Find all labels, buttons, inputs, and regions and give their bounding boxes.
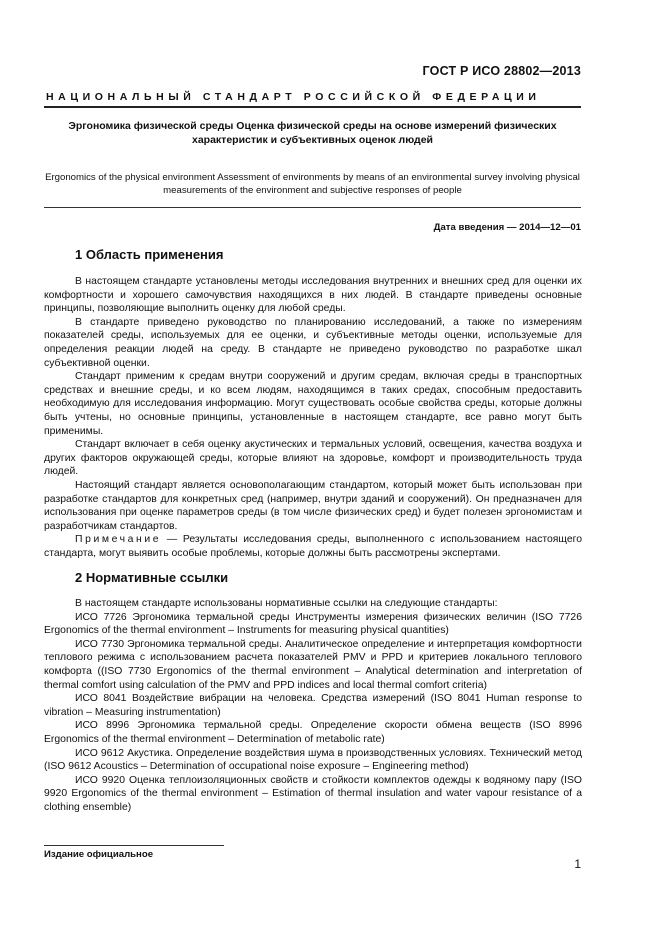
note-label: Примечание [75, 534, 162, 546]
section-2-heading: 2 Нормативные ссылки [75, 570, 229, 585]
reference-item: ИСО 9612 Акустика. Определение воздействия шума в производственных условиях. Технический метод (ISO 9612 Acoustics – Determination of occupational noise exposure – Engineering method) [44, 747, 582, 773]
reference-item: ИСО 7726 Эргономика термальной среды Инструменты измерения физических величин (ISO 7726 Ergonomics of the thermal environment – Instruments for measuring physical quantities) [44, 611, 582, 637]
introduction-date: Дата введения — 2014—12—01 [433, 222, 581, 233]
reference-item: ИСО 9920 Оценка теплоизоляционных свойств и стойкости комплектов одежды к водяному пару (ISO 9920 Ergonomics of the thermal environment – Estimation of thermal insulation and water vapour resistance of a clothing ensemble) [44, 774, 582, 813]
paragraph: В стандарте приведено руководство по планированию исследований, а также по измерениям показателей среды, используемых для ее оценки, и субъективные методы оценки, используемые для определения реакции людей на среду. В стандарте не приведено руководство по разработке шкал субъективной оценки. [44, 316, 582, 369]
title-divider [44, 207, 581, 208]
standard-code: ГОСТ Р ИСО 28802—2013 [422, 64, 581, 78]
header-divider [44, 106, 581, 108]
reference-item: ИСО 7730 Эргономика термальной среды. Аналитическое определение и интерпретация комфортности теплового режима с использованием расчета показателей PMV и PPD и критериев локального теплового комфорта ((ISO 7730 Ergonomics of the thermal environment – Analytical determination and interpretation of thermal comfort using calculation of the PMV and PPD indices and local thermal comfort criteria) [44, 638, 582, 691]
note-paragraph [44, 533, 582, 560]
reference-item: ИСО 8996 Эргономика термальной среды. Определение скорости обмена веществ (ISO 8996 Ergonomics of the thermal environment – Determination of metabolic rate) [44, 720, 582, 745]
paragraph: Стандарт включает в себя оценку акустических и термальных условий, освещения, качества воздуха и других факторов окружающей среды, которые влияют на здоровье, комфорт и производительность труда людей. [44, 439, 582, 478]
title-english: Ergonomics of the physical environment Assessment of environments by means of an environmental survey involving physical measurements of the environment and subjective responses of people [45, 172, 580, 196]
section-2-body [44, 597, 582, 815]
page-number: 1 [574, 857, 581, 871]
section-1-heading: 1 Область применения [75, 247, 224, 262]
national-standard-banner: НАЦИОНАЛЬНЫЙ СТАНДАРТ РОССИЙСКОЙ ФЕДЕРАЦИИ [46, 91, 541, 103]
section-1-body [44, 275, 582, 560]
paragraph: Стандарт применим к средам внутри сооружений и другим средам, включая среды в транспортных средствах и внешние среды, и ко всем людям, находящимся в таких средах, способным предоставить необходимую для исследования информацию. Могут существовать особые свойства среды, которые должны быть учтены, но основные принципы, установленные в настоящем стандарте, все равно могут быть применимы. [44, 371, 582, 437]
reference-item: ИСО 8041 Воздействие вибрации на человека. Средства измерений (ISO 8041 Human response to vibration – Measuring instrumentation) [44, 693, 582, 718]
title-russian: Эргономика физической среды Оценка физической среды на основе измерений физических характеристик и субъективных оценок людей [68, 120, 557, 146]
paragraph: Настоящий стандарт является основополагающим стандартом, который может быть использован при разработке стандартов для конкретных сред (например, внутри зданий и сооружений). Он предназначен для использования при оценке параметров среды (в том числе физических сред) и будет полезен эргономистам и разработчикам стандартов. [44, 479, 582, 532]
note-text: — Результаты исследования среды, выполненного с использованием настоящего стандарта, могут выявить особые проблемы, которые должны быть рассмотрены экспертами. [44, 534, 582, 559]
paragraph: В настоящем стандарте использованы нормативные ссылки на следующие стандарты: [75, 598, 498, 609]
edition-label: Издание официальное [44, 849, 154, 860]
footer-divider [44, 845, 224, 846]
paragraph: В настоящем стандарте установлены методы исследования внутренних и внешних сред для оценки их комфортности и хорошего самочувствия находящихся в них людей. В стандарте приведены основные принципы, позволяющие выполнить оценку для любой среды. [44, 276, 582, 315]
